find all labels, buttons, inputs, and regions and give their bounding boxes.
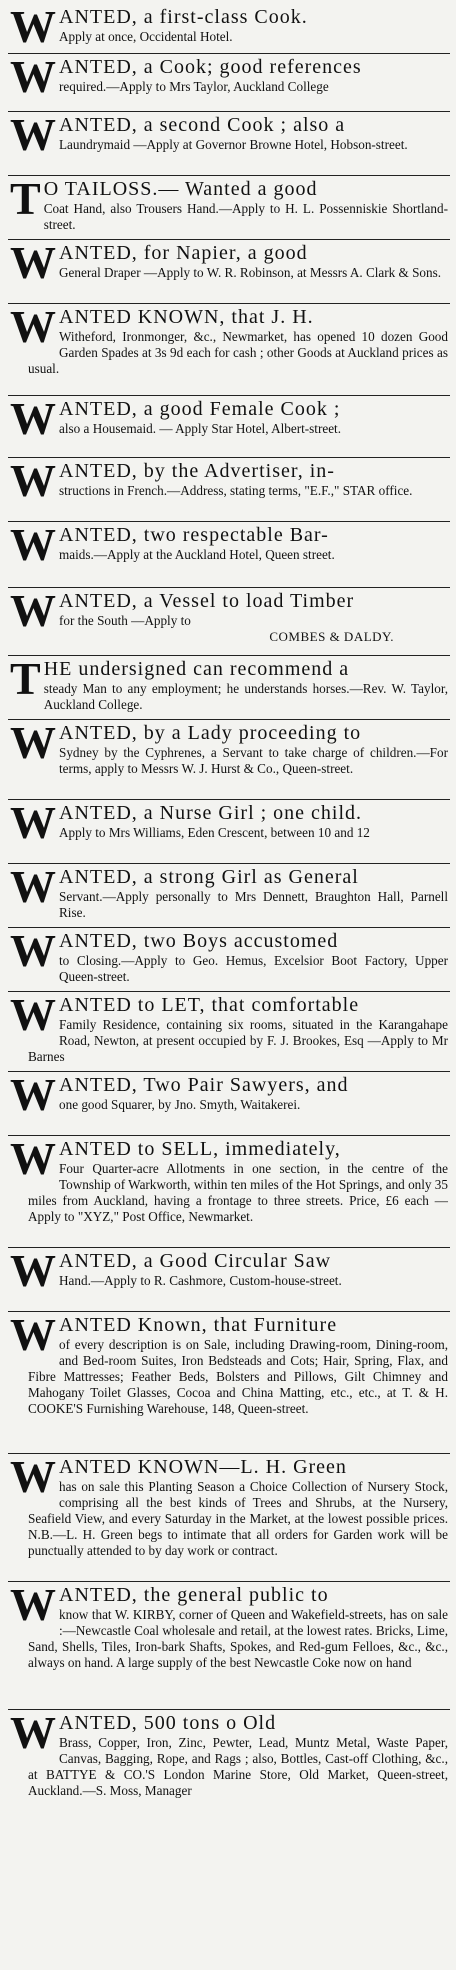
classified-ad xyxy=(8,800,450,864)
ad-headline: ANTED, for Napier, a good xyxy=(59,242,308,264)
classified-ad xyxy=(8,304,450,396)
ad-body: of every description is on Sale, including Drawing-room, Dining-room, and Bed-room Suites, Iron Bedsteads and Cots; Hair, Spring, Flax, and Fibre Mattresses; Feather Beds, Bolsters and Pillows, Gilt Chimney and Mahogany Toilet Glasses, Cocoa and China Matting, etc., etc., at T. & H. COOKE'S Furnishing Warehouse, 148, Queen-street. xyxy=(28,1337,448,1416)
classified-ad xyxy=(8,656,450,720)
ad-headline: ANTED, a good Female Cook ; xyxy=(59,398,341,420)
ad-body: to Closing.—Apply to Geo. Hemus, Excelsior Boot Factory, Upper Queen-street. xyxy=(59,953,448,984)
ad-body: Brass, Copper, Iron, Zinc, Pewter, Lead, Muntz Metal, Waste Paper, Canvas, Bagging, Rope, and Rags ; also, Bottles, Cast-off Clothing, &c., at BATTYE & CO.'S London Marine Store, Old Market, Queen-street, Auckland.—S. Moss, Manager xyxy=(28,1735,448,1798)
classified-ad xyxy=(8,992,450,1072)
ad-headline: ANTED, 500 tons o Old xyxy=(59,1712,277,1734)
ad-headline: ANTED KNOWN, that J. H. xyxy=(59,306,314,328)
ad-headline: ANTED KNOWN—L. H. Green xyxy=(59,1456,347,1478)
drop-cap: W xyxy=(10,458,55,506)
ad-headline: ANTED, a second Cook ; also a xyxy=(59,114,346,136)
ad-headline: ANTED, a Cook; good references xyxy=(59,56,362,78)
drop-cap: T xyxy=(10,656,40,704)
classified-ad xyxy=(8,588,450,656)
ad-headline: ANTED, a Vessel to load Timber xyxy=(59,590,355,612)
ad-body: for the South —Apply to xyxy=(59,613,191,628)
ad-body: one good Squarer, by Jno. Smyth, Waitakerei. xyxy=(59,1097,301,1112)
ad-body: General Draper —Apply to W. R. Robinson, at Messrs A. Clark & Sons. xyxy=(59,265,442,280)
ad-body: has on sale this Planting Season a Choice Collection of Nursery Stock, comprising all the best kinds of Trees and Shrubs, at the Nursery, Seafield View, and every Saturday in the Market, at the lowest possible prices. N.B.—L. H. Green begs to intimate that all orders for Garden work will be punctually attended to by day work or contract. xyxy=(28,1479,448,1558)
ad-headline: ANTED, a Good Circular Saw xyxy=(59,1250,332,1272)
classified-ad xyxy=(8,1582,450,1710)
ad-body: Four Quarter-acre Allotments in one section, in the centre of the Township of Warkworth, within ten miles of the Hot Springs, and only 35 miles from Auckland, having a frontage to three streets. Price, £6 each —Apply to "XYZ," Post Office, Newmarket. xyxy=(28,1161,448,1224)
drop-cap: W xyxy=(10,928,55,976)
classified-ad xyxy=(8,864,450,928)
classified-ad xyxy=(8,240,450,304)
ad-headline: ANTED, two respectable Bar- xyxy=(59,524,329,546)
classified-ad xyxy=(8,1454,450,1582)
drop-cap: W xyxy=(10,304,55,352)
drop-cap: W xyxy=(10,1582,55,1630)
classified-ad xyxy=(8,1312,450,1454)
ad-headline: ANTED, the general public to xyxy=(59,1584,329,1606)
drop-cap: W xyxy=(10,800,55,848)
ad-body: Hand.—Apply to R. Cashmore, Custom-house-street. xyxy=(59,1273,342,1288)
drop-cap: W xyxy=(10,1710,55,1758)
drop-cap: W xyxy=(10,992,55,1040)
classified-ad xyxy=(8,1710,450,1822)
drop-cap: W xyxy=(10,112,55,160)
classified-ad xyxy=(8,522,450,588)
ad-body: also a Housemaid. — Apply Star Hotel, Albert-street. xyxy=(59,421,342,436)
classified-ad xyxy=(8,458,450,522)
ad-body: Sydney by the Cyphrenes, a Servant to take charge of children.—For terms, apply to Messrs W. J. Hurst & Co., Queen-street. xyxy=(59,745,448,776)
ad-headline: HE undersigned can recommend a xyxy=(43,658,350,680)
classified-ad xyxy=(8,396,450,458)
drop-cap: W xyxy=(10,396,55,444)
drop-cap: W xyxy=(10,1312,55,1360)
ad-body: Apply at once, Occidental Hotel. xyxy=(59,29,233,44)
classified-ad xyxy=(8,720,450,800)
ad-headline: ANTED to SELL, immediately, xyxy=(59,1138,341,1160)
ad-body: Apply to Mrs Williams, Eden Crescent, between 10 and 12 xyxy=(59,825,370,840)
ad-body: Family Residence, containing six rooms, situated in the Karangahape Road, Newton, at present occupied by F. J. Brookes, Esq —Apply to Mr Barnes xyxy=(28,1017,448,1064)
drop-cap: W xyxy=(10,240,55,288)
classified-ad xyxy=(8,1248,450,1312)
classified-ad xyxy=(8,928,450,992)
ad-body: Laundrymaid —Apply at Governor Browne Hotel, Hobson-street. xyxy=(59,137,408,152)
classified-ad xyxy=(8,1136,450,1248)
drop-cap: W xyxy=(10,4,55,52)
ad-headline: ANTED, two Boys accustomed xyxy=(59,930,339,952)
ad-headline: O TAILOSS.— Wanted a good xyxy=(43,178,318,200)
drop-cap: W xyxy=(10,588,55,636)
drop-cap: W xyxy=(10,1072,55,1120)
ad-body: structions in French.—Address, stating terms, "E.F.," STAR office. xyxy=(59,483,413,498)
classified-ad xyxy=(8,1072,450,1136)
classified-ad xyxy=(8,4,450,54)
ad-body: steady Man to any employment; he understands horses.—Rev. W. Taylor, Auckland College. xyxy=(43,681,448,712)
ad-headline: ANTED to LET, that comfortable xyxy=(59,994,360,1016)
drop-cap: W xyxy=(10,1248,55,1296)
classified-ad xyxy=(8,112,450,176)
classified-ad xyxy=(8,54,450,112)
drop-cap: T xyxy=(10,176,40,224)
drop-cap: W xyxy=(10,720,55,768)
ad-headline: ANTED, by the Advertiser, in- xyxy=(59,460,335,482)
ad-signature: COMBES & DALDY. xyxy=(269,629,394,644)
drop-cap: W xyxy=(10,1136,55,1184)
ad-body: Servant.—Apply personally to Mrs Dennett, Braughton Hall, Parnell Rise. xyxy=(59,889,448,920)
ad-body: know that W. KIRBY, corner of Queen and Wakefield-streets, has on sale :—Newcastle Coal wholesale and retail, at the lowest rates. Bricks, Lime, Sand, Shells, Tiles, Iron-bark Shafts, Spokes, and Red-gum Felloes, &c., &c., always on hand. A large supply of the best Newcastle Coke now on hand xyxy=(28,1607,448,1670)
ad-headline: ANTED, a strong Girl as General xyxy=(59,866,359,888)
ad-headline: ANTED Known, that Furniture xyxy=(59,1314,338,1336)
ad-headline: ANTED, a Nurse Girl ; one child. xyxy=(59,802,363,824)
drop-cap: W xyxy=(10,522,55,570)
drop-cap: W xyxy=(10,864,55,912)
ad-body: required.—Apply to Mrs Taylor, Auckland College xyxy=(59,79,329,94)
classified-ad xyxy=(8,176,450,240)
ad-headline: ANTED, a first-class Cook. xyxy=(59,6,308,28)
ad-body: maids.—Apply at the Auckland Hotel, Queen street. xyxy=(59,547,335,562)
ad-body: Witheford, Ironmonger, &c., Newmarket, has opened 10 dozen Good Garden Spades at 3s 9d each for cash ; other Goods at Auckland prices as usual. xyxy=(28,329,448,376)
drop-cap: W xyxy=(10,1454,55,1502)
drop-cap: W xyxy=(10,54,55,102)
ad-body: Coat Hand, also Trousers Hand.—Apply to H. L. Possenniskie Shortland-street. xyxy=(43,201,448,232)
ad-headline: ANTED, Two Pair Sawyers, and xyxy=(59,1074,349,1096)
ad-headline: ANTED, by a Lady proceeding to xyxy=(59,722,362,744)
